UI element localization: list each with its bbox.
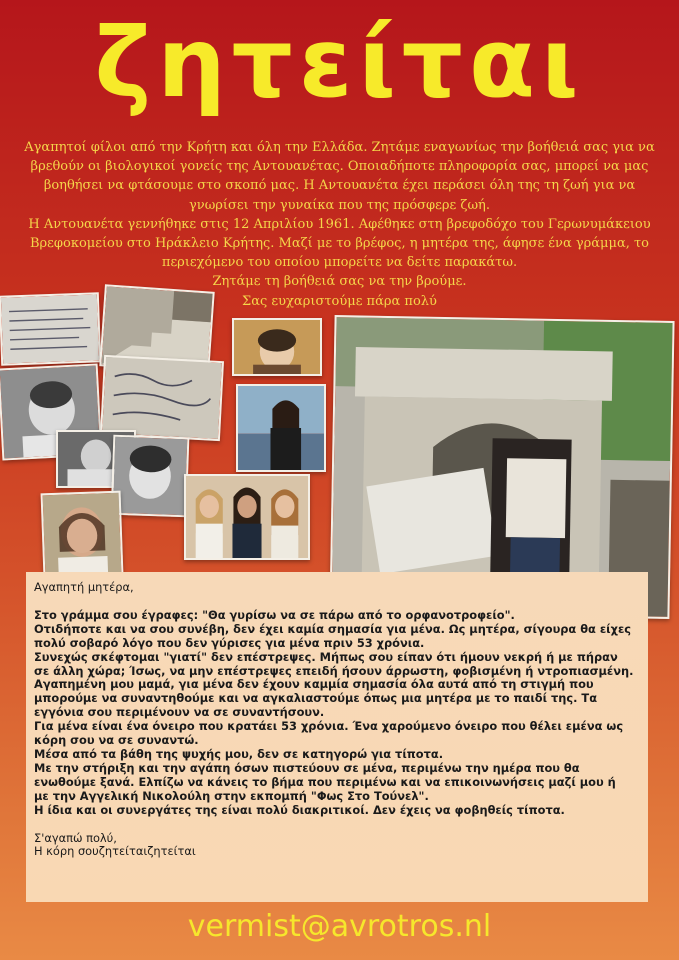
letter-body bbox=[34, 609, 634, 818]
letter-paragraph: Με την στήριξη και την αγάπη όσων πιστεύουν σε μένα, περιμένω την ημέρα που θα ενωθούμε ξανά. Ελπίζω να κάνεις το βήμα που περιμένω και να επικοινωνήσεις μαζί μου ή με την Αγγελική Νικολούλη στην εκπομπή "Φως Στο Τούνελ". bbox=[34, 760, 616, 803]
letter-panel bbox=[26, 572, 648, 902]
photo-collage bbox=[0, 288, 679, 578]
woman-smiling-photo bbox=[41, 491, 124, 578]
intro-paragraph: Η Αντουανέτα γεννήθηκε στις 12 Απριλίου 1961. Αφέθηκε στη βρεφοδόχο του Γερωνυμάκειου Βρεφοκομείου στο Ηράκλειο Κρήτης. Μαζί με το βρέφος, η μητέρα της, άφησε ένα γράμμα, το περιεχόμενο του οποίου μπορείτε να δείτε παρακάτω. bbox=[28, 216, 651, 271]
letter-paragraph: Συνεχώς σκέφτομαι "γιατί" δεν επέστρεψες. Μήπως σου είπαν ότι ήμουν νεκρή ή με πήραν σε άλλη χώρα; Ίσως, να μην επέστρεψες επειδή ήσουν άρρωστη, φοβισμένη ή ντροπιασμένη. bbox=[34, 649, 634, 678]
letter-closing: Σ'αγαπώ πολύ, bbox=[34, 830, 117, 845]
woman-seaside-photo bbox=[236, 384, 326, 472]
letter-signature: Η κόρη σουζητείταιζητείται bbox=[34, 844, 196, 859]
letter-paragraph: Αγαπημένη μου μαμά, για μένα δεν έχουν καμμία σημασία όλα αυτά από τη στιγμή που μπορούμε να συναντηθούμε και να αγκαλιαστούμε όπως μια μητέρα με το παιδί της. Τα εγγόνια σου περιμένουν να σε συναντήσουν. bbox=[34, 677, 598, 720]
handwritten-date-photo bbox=[100, 355, 224, 441]
handwritten-letter-photo bbox=[0, 292, 101, 365]
toddler-photo bbox=[111, 435, 190, 518]
letter-signoff bbox=[34, 832, 634, 860]
intro-paragraph: Αγαπητοί φίλοι από την Κρήτη και όλη την Ελλάδα. Ζητάμε εναγωνίως την βοήθειά σας για να βρεθούν οι βιολογικοί γονείς της Αντουανέτας. Οποιαδήποτε πληροφορία σας, μπορεί να μας βοηθήσει να φτάσουμε στο σκοπό μας. Η Αντουανέτα έχει περάσει όλη της τη ζωή για να γνωρίσει την γυναίκα που της πρόσφερε ζωή. bbox=[24, 140, 655, 213]
intro-paragraph: Ζητάμε τη βοήθειά σας να την βρούμε. bbox=[212, 274, 467, 290]
letter-paragraph: Για μένα είναι ένα όνειρο που κρατάει 53 χρόνια. Ένα χαρούμενο όνειρο που θέλει εμένα ως κόρη σου να σε συναντώ. bbox=[34, 719, 624, 748]
letter-paragraph: Στο γράμμα σου έγραφες: "Θα γυρίσω να σε πάρω από το ορφανοτροφείο". bbox=[34, 607, 515, 622]
three-women-photo bbox=[184, 474, 310, 560]
letter-greeting: Αγαπητή μητέρα, bbox=[34, 580, 134, 594]
contact-email-link[interactable]: vermist@avrotros.nl bbox=[187, 909, 492, 944]
letter-paragraph: Μέσα από τα βάθη της ψυχής μου, δεν σε κατηγορώ για τίποτα. bbox=[34, 746, 444, 761]
child-portrait-photo bbox=[232, 318, 322, 376]
intro-paragraph: Σας ευχαριστούμε πάρα πολύ bbox=[242, 293, 437, 309]
page-title: ζητείται bbox=[94, 7, 585, 119]
letter-paragraph: Η ίδια και οι συνεργάτες της είναι πολύ διακριτικοί. Δεν έχεις να φοβηθείς τίποτα. bbox=[34, 802, 565, 817]
letter-paragraph: Οτιδήποτε και να σου συνέβη, δεν έχει καμία σημασία για μένα. Ως μητέρα, σίγουρα θα είχες πολύ σοβαρό λόγο που δεν γύρισες για μένα πριν 53 χρόνια. bbox=[34, 621, 632, 650]
